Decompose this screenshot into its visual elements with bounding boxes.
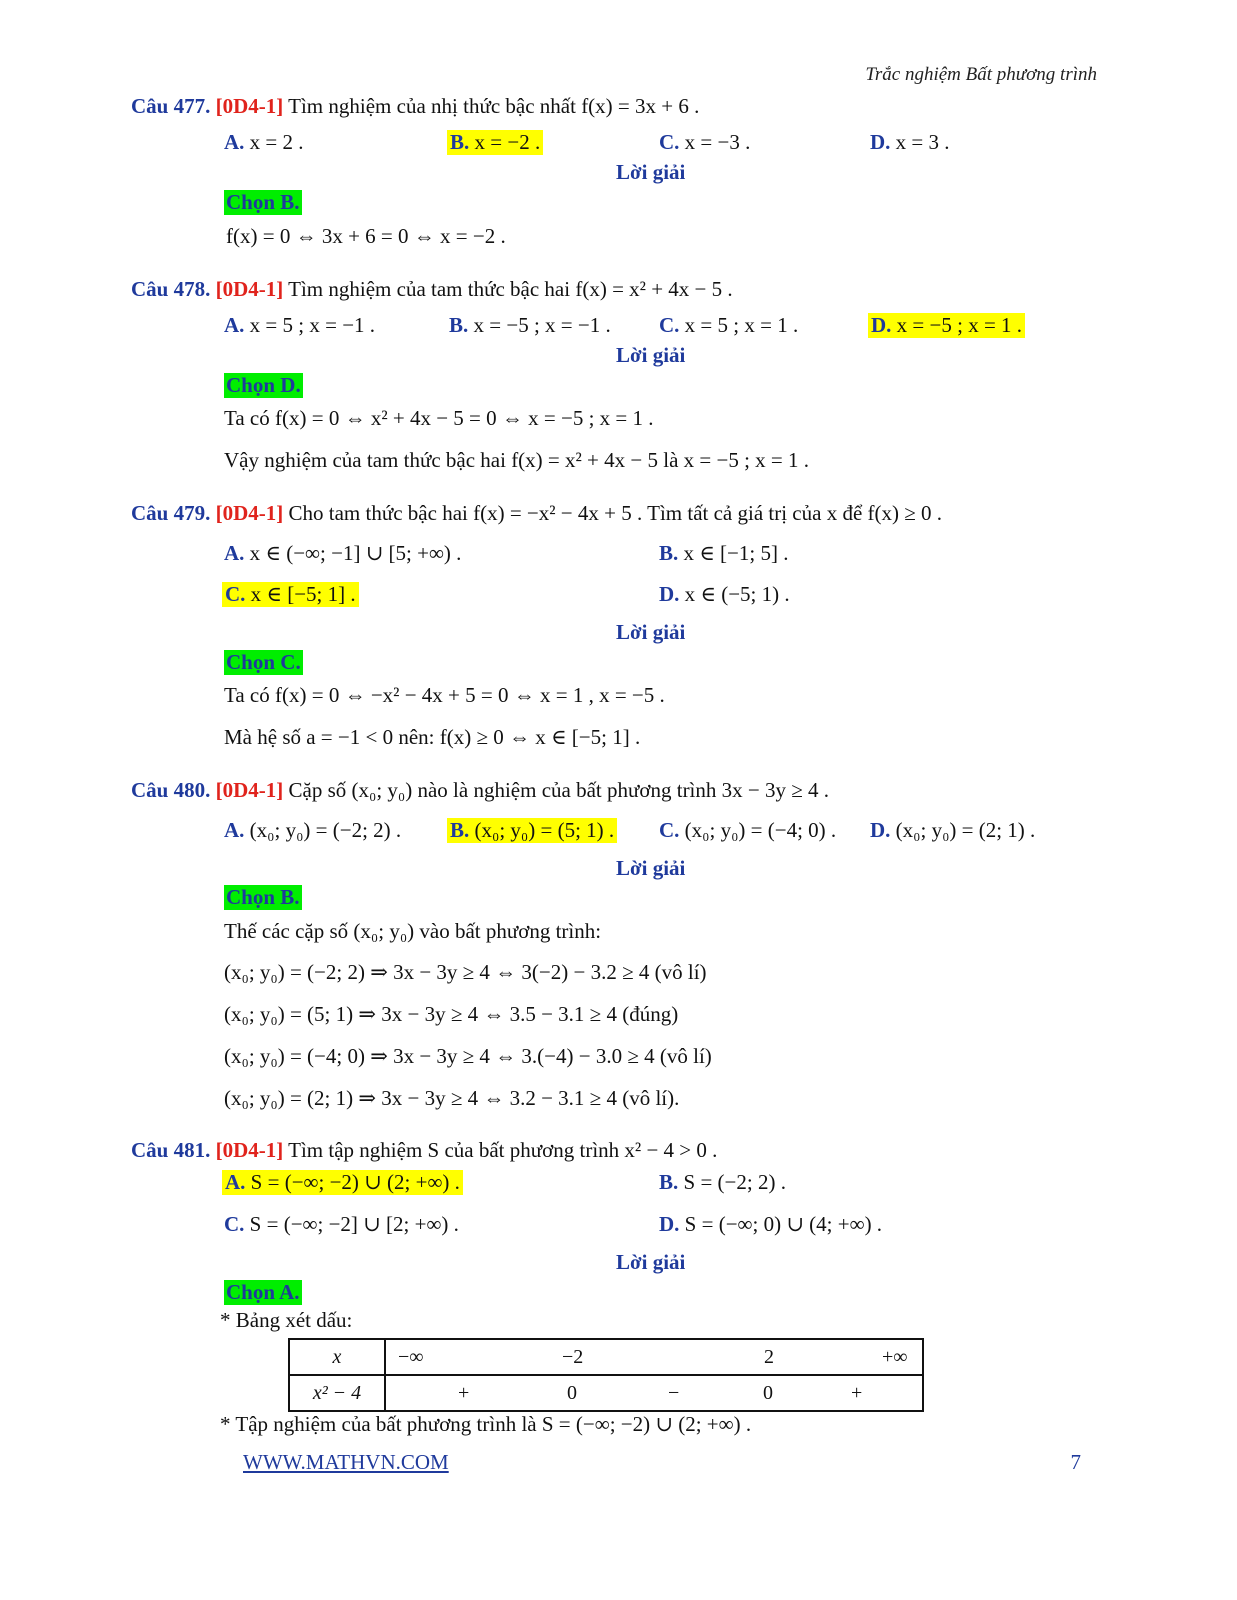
answer-choice: Chọn D. [226,373,301,397]
option-c [224,1212,459,1237]
question-tag: [0D4-1] [215,1138,284,1162]
question-481 [131,1138,717,1163]
sign-table-head [289,1339,385,1375]
solution-line: * Tập nghiệm của bất phương trình là S = (−∞; −2) ∪ (2; +∞) . [220,1412,752,1436]
option-label: A. [224,541,245,565]
solution-line: Ta có f(x) = 0 ⇔ x² + 4x − 5 = 0 ⇔ x = −5 ; x = 1 . [224,406,654,430]
option-label: C. [659,313,680,337]
question-477 [131,94,699,119]
option-value: x = −5 ; x = −1 . [473,313,611,337]
sign-table-row-x [289,1339,923,1375]
question-expr: f(x) = 3x + 6 . [581,94,700,118]
option-value: x = −3 . [684,130,751,154]
answer-choice: Chọn B. [226,190,300,214]
solution-line: (x₀; y₀) = (5; 1) ⇒ 3x − 3y ≥ 4 ⇔ 3.5 − 3.1 ≥ 4 (đúng) [224,1002,679,1026]
answer-choice: Chọn B. [226,885,300,909]
answer-choice: Chọn C. [226,650,301,674]
solution-heading: Lời giải [616,856,686,880]
question-text: Cặp số (x₀; y₀) nào là nghiệm của bất phương trình 3x − 3y ≥ 4 . [288,778,830,802]
option-label: B. [450,130,470,154]
question-tag: [0D4-1] [215,501,284,525]
option-d [870,818,1035,843]
question-text: Cho tam thức bậc hai f(x) = −x² − 4x + 5 . Tìm tất cả giá trị của x để f(x) ≥ 0 . [288,501,943,525]
option-label: A. [224,313,245,337]
row-head-x: x [332,1345,342,1368]
option-a [224,130,304,155]
option-label: B. [659,1170,679,1194]
option-label: B. [449,313,469,337]
option-value: x = 5 ; x = 1 . [684,313,799,337]
solution-heading: Lời giải [616,1250,686,1274]
page-header: Trắc nghiệm Bất phương trình [865,64,1097,85]
row-head-fx: x² − 4 [312,1381,362,1404]
option-b [449,313,611,338]
option-value: x = −2 . [474,130,541,154]
option-value: (x₀; y₀) = (−2; 2) . [249,818,402,842]
sign-table [288,1338,924,1412]
solution-line: Ta có f(x) = 0 ⇔ −x² − 4x + 5 = 0 ⇔ x = 1 , x = −5 . [224,683,665,707]
option-d [659,582,790,607]
option-label: A. [225,1170,246,1194]
option-label: D. [659,1212,680,1236]
option-label: D. [870,818,891,842]
option-value: x = −5 ; x = 1 . [896,313,1023,337]
option-label: D. [659,582,680,606]
option-label: C. [225,582,246,606]
option-d [870,130,950,155]
sign-table-signs [385,1375,923,1411]
option-label: D. [871,313,892,337]
option-value: x = 3 . [895,130,950,154]
option-value: S = (−∞; −2) ∪ (2; +∞) . [250,1170,460,1194]
option-a-correct [222,1170,463,1195]
option-b-correct [447,818,617,843]
sign-table-row-fx [289,1375,923,1411]
answer-choice: Chọn A. [226,1280,300,1304]
question-expr: f(x) = x² + 4x − 5 . [575,277,733,301]
option-a [224,541,461,566]
option-d [659,1212,882,1237]
option-value: S = (−2; 2) . [683,1170,786,1194]
option-label: A. [224,130,245,154]
sign-2: − [668,1382,680,1404]
page-number: 7 [1070,1450,1081,1474]
option-a [224,313,375,338]
option-label: A. [224,818,245,842]
solution-line: (x₀; y₀) = (2; 1) ⇒ 3x − 3y ≥ 4 ⇔ 3.2 − 3.1 ≥ 4 (vô lí). [224,1086,680,1110]
solution-line: Thế các cặp số (x₀; y₀) vào bất phương trình: [224,919,602,943]
option-c [659,313,798,338]
value-root-2: 2 [764,1346,774,1368]
footer-link[interactable]: WWW.MATHVN.COM [243,1450,449,1474]
option-c [659,818,836,843]
question-text: Tìm nghiệm của nhị thức bậc nhất [288,94,576,118]
value-root-1: −2 [562,1346,584,1368]
option-value: x ∈ (−∞; −1] ∪ [5; +∞) . [249,541,462,565]
value-neg-inf: −∞ [398,1346,424,1368]
option-label: B. [659,541,679,565]
option-value: x = 5 ; x = −1 . [249,313,376,337]
sign-zero-1: 0 [567,1382,577,1404]
sign-zero-2: 0 [763,1382,773,1404]
question-number: Câu 479. [131,501,211,525]
question-tag: [0D4-1] [215,778,284,802]
option-c [659,130,750,155]
question-479 [131,501,942,526]
sign-table-head [289,1375,385,1411]
sign-3: + [851,1382,863,1404]
question-text: Tìm nghiệm của tam thức bậc hai [288,277,571,301]
question-tag: [0D4-1] [215,277,284,301]
value-pos-inf: +∞ [882,1346,908,1368]
solution-line: f(x) = 0 ⇔ 3x + 6 = 0 ⇔ x = −2 . [226,224,506,248]
option-value: x ∈ [−1; 5] . [683,541,789,565]
option-value: S = (−∞; −2] ∪ [2; +∞) . [249,1212,459,1236]
solution-line: (x₀; y₀) = (−4; 0) ⇒ 3x − 3y ≥ 4 ⇔ 3.(−4) − 3.0 ≥ 4 (vô lí) [224,1044,712,1068]
question-number: Câu 480. [131,778,211,802]
option-value: x ∈ [−5; 1] . [250,582,356,606]
solution-heading: Lời giải [616,160,686,184]
question-number: Câu 477. [131,94,211,118]
sign-1: + [458,1382,470,1404]
option-b [659,1170,786,1195]
option-value: (x₀; y₀) = (−4; 0) . [684,818,837,842]
solution-heading: Lời giải [616,620,686,644]
option-label: C. [659,130,680,154]
solution-line: * Bảng xét dấu: [220,1308,353,1332]
option-b-correct [447,130,543,155]
solution-heading: Lời giải [616,343,686,367]
option-d-correct [868,313,1025,338]
question-478 [131,277,733,302]
question-number: Câu 478. [131,277,211,301]
option-value: (x₀; y₀) = (2; 1) . [895,818,1036,842]
option-label: D. [870,130,891,154]
solution-line: Vậy nghiệm của tam thức bậc hai f(x) = x² + 4x − 5 là x = −5 ; x = 1 . [224,448,810,472]
option-a [224,818,401,843]
option-label: B. [450,818,470,842]
option-label: C. [659,818,680,842]
option-value: x = 2 . [249,130,304,154]
option-value: x ∈ (−5; 1) . [684,582,790,606]
solution-line: (x₀; y₀) = (−2; 2) ⇒ 3x − 3y ≥ 4 ⇔ 3(−2) − 3.2 ≥ 4 (vô lí) [224,960,707,984]
option-b [659,541,788,566]
option-value: (x₀; y₀) = (5; 1) . [474,818,615,842]
question-number: Câu 481. [131,1138,211,1162]
sign-table-values [385,1339,923,1375]
option-c-correct [222,582,359,607]
question-tag: [0D4-1] [215,94,284,118]
solution-line: Mà hệ số a = −1 < 0 nên: f(x) ≥ 0 ⇔ x ∈ [−5; 1] . [224,725,641,749]
question-text: Tìm tập nghiệm S của bất phương trình x² − 4 > 0 . [288,1138,718,1162]
question-480 [131,778,829,803]
option-label: C. [224,1212,245,1236]
option-value: S = (−∞; 0) ∪ (4; +∞) . [684,1212,883,1236]
